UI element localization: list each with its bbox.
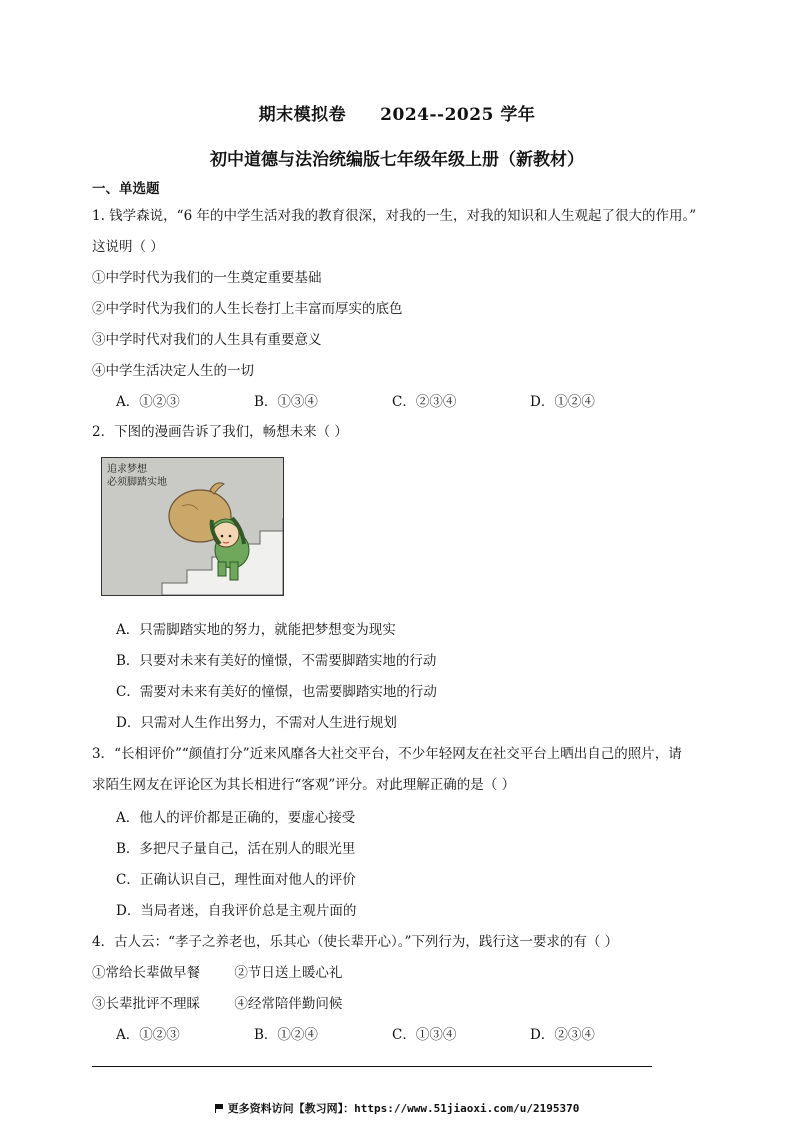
q1-option-a[interactable]: A．①②③: [116, 394, 180, 410]
q4-option-a[interactable]: A．①②③: [116, 1027, 180, 1043]
q3-option-a[interactable]: A．他人的评价都是正确的，要虚心接受: [116, 810, 356, 826]
flag-icon: [215, 1104, 224, 1113]
q3-stem-line2: 求陌生网友在评论区为其长相进行“客观”评分。对此理解正确的是（ ）: [92, 777, 516, 793]
q4-items-line2: ③长辈批评不理睬 ④经常陪伴勤问候: [92, 996, 343, 1012]
q4-options: [116, 1023, 595, 1043]
q4-option-c[interactable]: C．①③④: [392, 1027, 457, 1043]
q2-option-d[interactable]: D．只需对人生作出努力，不需对人生进行规划: [116, 715, 397, 731]
q2-stem: 2．下图的漫画告诉了我们，畅想未来（ ）: [92, 424, 348, 440]
q1-options: [116, 390, 595, 410]
q1-option-d[interactable]: D．①②④: [530, 394, 595, 410]
q1-option-b[interactable]: B．①③④: [254, 394, 318, 410]
title-year: 2024--2025 学年: [380, 105, 536, 125]
q1-item: ②中学时代为我们的人生长卷打上丰富而厚实的底色: [92, 301, 403, 317]
comic-image: [101, 457, 284, 596]
footer-divider: [92, 1066, 652, 1067]
q1-item: ③中学时代对我们的人生具有重要意义: [92, 332, 322, 348]
q3-option-d[interactable]: D．当局者迷，自我评价总是主观片面的: [116, 903, 357, 919]
q2-option-a[interactable]: A．只需脚踏实地的努力，就能把梦想变为现实: [116, 622, 396, 638]
footer-text: 更多资料访问【教习网】：https://www.51jiaoxi.com/u/2195370: [227, 1102, 580, 1115]
q4-items-line1: ①常给长辈做早餐 ②节日送上暖心礼: [92, 965, 343, 981]
q2-option-c[interactable]: C．需要对未来有美好的憧憬，也需要脚踏实地的行动: [116, 684, 437, 700]
page-subtitle: 初中道德与法治统编版七年级年级上册（新教材）: [210, 150, 584, 170]
section-heading: 一、单选题: [92, 181, 160, 197]
comic-illustration: [102, 458, 283, 595]
q3-option-c[interactable]: C．正确认识自己，理性面对他人的评价: [116, 872, 356, 888]
q1-item: ①中学时代为我们的一生奠定重要基础: [92, 270, 322, 286]
q3-option-b[interactable]: B．多把尺子量自己，活在别人的眼光里: [116, 841, 356, 857]
q1-stem-line2: 这说明（ ）: [92, 239, 164, 255]
q4-option-b[interactable]: B．①②④: [254, 1027, 318, 1043]
footer-link[interactable]: [0, 1100, 794, 1116]
q3-stem-line1: 3．“长相评价”“颜值打分”近来风靡各大社交平台，不少年轻网友在社交平台上晒出自己的照片，请: [92, 746, 682, 762]
q1-item: ④中学生活决定人生的一切: [92, 363, 254, 379]
q4-option-d[interactable]: D．②③④: [530, 1027, 595, 1043]
page-title: [0, 100, 794, 125]
q4-stem: 4．古人云：“孝子之养老也，乐其心（使长辈开心）。”下列行为，践行这一要求的有（ ）: [92, 934, 619, 950]
q1-stem-line1: 1. 钱学森说，“6 年的中学生活对我的教育很深，对我的一生，对我的知识和人生观起了很大的作用。”: [92, 208, 697, 224]
q2-option-b[interactable]: B．只要对未来有美好的憧憬，不需要脚踏实地的行动: [116, 653, 437, 669]
q1-option-c[interactable]: C．②③④: [392, 394, 457, 410]
title-main: 期末模拟卷: [258, 105, 347, 125]
comic-caption-line1: 追求梦想: [107, 464, 147, 475]
comic-caption-line2: 必须脚踏实地: [107, 477, 167, 488]
